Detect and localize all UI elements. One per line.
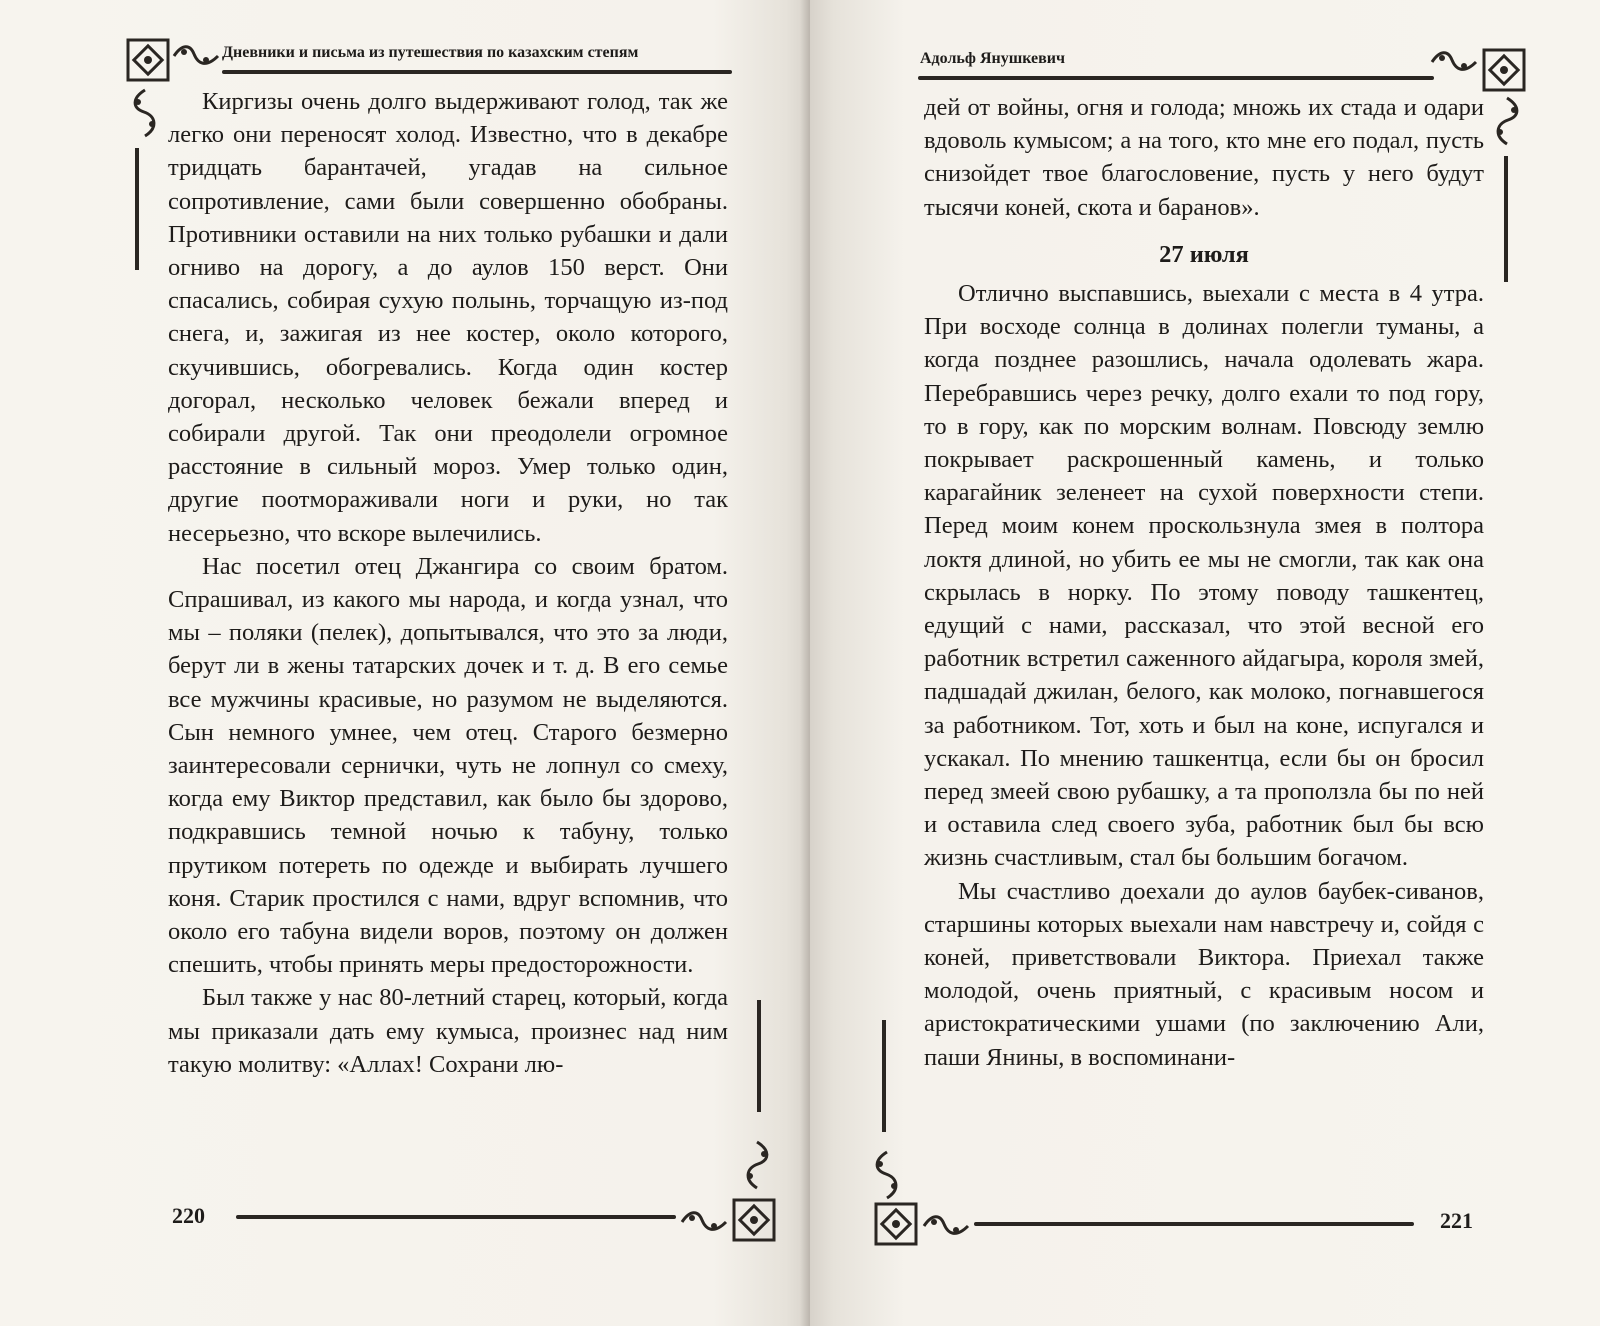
header-rule-left bbox=[222, 70, 732, 74]
scroll-ornament-folio-right bbox=[922, 1212, 970, 1240]
paragraph: Был также у нас 80-летний старец, который, когда мы приказали дать ему кумыса, произнес над ним такую молитву: «Аллах! Сохрани лю- bbox=[168, 984, 728, 1078]
side-bar-right-top bbox=[1504, 156, 1508, 282]
right-page-body bbox=[924, 91, 1484, 1074]
header-rule-right bbox=[918, 76, 1434, 80]
scroll-ornament-right-side bbox=[1492, 96, 1522, 146]
side-bar-left-top bbox=[135, 148, 139, 270]
paragraph: Мы счастливо доехали до аулов баубек-сиванов, старшины которых выехали нам навстречу и, сойдя с коней, приветствовали Виктора. Приехал также молодой, очень приятный, с красивым носом и аристократическими ушами (по заключению Али, паши Янины, в воспоминани- bbox=[924, 877, 1484, 1071]
scroll-ornament-bottom-right-page bbox=[872, 1150, 902, 1200]
section-heading: 27 июля bbox=[1159, 240, 1249, 268]
continuation-paragraph: дей от войны, огня и голода; множь их стада и одари вдоволь кумысом; а на того, кто мне его подал, пусть снизойдет твое благословение, пусть у него будут тысячи коней, скота и баранов». bbox=[924, 94, 1484, 221]
running-head-left: Дневники и письма из путешествия по казахским степям bbox=[222, 44, 639, 61]
scroll-ornament-folio-left bbox=[680, 1208, 728, 1236]
side-bar-right-bottom bbox=[882, 1020, 886, 1132]
paragraph: Отлично выспавшись, выехали с места в 4 утра. При восходе солнца в долинах полегли туманы, а когда позднее разошлись, начала одолевать жара. Перебравшись через речку, долго ехали то под гору, то в гору, как по морским волнам. Повсюду землю покрывает раскрошенный камень, и только карагайник зеленеет на сухой поверхности степи. Перед моим конем проскользнула змея в полтора локтя длиной, но убить ее мы не смогли, так как она скрылась в норку. По этому поводу ташкентец, едущий с нами, рассказал, что этой весной его работник встретил саженного айдагыра, короля змей, падшадай джилан, белого, как молоко, погнавшегося за работником. Тот, хоть и был на коне, испугался и ускакал. По мнению ташкентца, если бы он бросил перед змеей свою рубашку, а та проползла бы по ней и оставила след своего зуба, работник был бы всю жизнь счастливым, стал бы большим богачом. bbox=[924, 280, 1484, 872]
right-page bbox=[810, 0, 1600, 1326]
paragraph: Нас посетил отец Джангира со своим братом. Спрашивал, из какого мы народа, и когда узнал, что мы – поляки (пелек), допытывался, что это за люди, берут ли в жены татарских дочек и т. д. В его семье все мужчины красивые, но разумом не выделяются. Сын немного умнее, чем отец. Старого безмерно заинтересовали сернички, чуть не лопнул со смеху, когда ему Виктор представил, как было бы здорово, подкравшись темной ночью к табуну, только прутиком потереть по одежде и выбирать лучшего коня. Старик простился с нами, вдруг вспомнив, что около его табуна видели воров, поэтому он должен спешить, чтобы принять меры предосторожности. bbox=[168, 552, 728, 979]
page-number-right: 221 bbox=[1440, 1208, 1473, 1233]
corner-ornament-top-left bbox=[124, 36, 172, 84]
footer-rule-left bbox=[236, 1215, 676, 1219]
scroll-ornament-top-left bbox=[172, 42, 220, 70]
side-bar-left-bottom bbox=[757, 1000, 761, 1112]
scroll-ornament-left-side bbox=[130, 88, 160, 138]
scroll-ornament-top-right bbox=[1430, 48, 1478, 76]
running-head-right: Адольф Янушкевич bbox=[920, 50, 1066, 67]
footer-rule-right bbox=[974, 1222, 1414, 1226]
corner-ornament-top-right bbox=[1480, 46, 1528, 94]
scroll-ornament-bottom-left-page bbox=[742, 1140, 772, 1190]
corner-ornament-bottom-right bbox=[730, 1196, 778, 1244]
corner-ornament-bottom-left bbox=[872, 1200, 920, 1248]
page-number-left: 220 bbox=[172, 1203, 205, 1228]
paragraph: Киргизы очень долго выдерживают голод, так же легко они переносят холод. Известно, что в декабре тридцать барантачей, угадав на сильное сопротивление, сами были совершенно обобраны. Противники оставили на них только рубашки и дали огниво на дорогу, а до аулов 150 верст. Они спасались, собирая сухую полынь, торчащую из-под снега, и, зажигая из нее костер, около которого, скучившись, обогревались. Когда один костер догорал, несколько человек бежали вперед и собирали другой. Так они преодолели огромное расстояние в сильный мороз. Умер только один, другие поотморaживали ноги и руки, но так несерьезно, что вскоре вылечились. bbox=[168, 88, 728, 547]
left-page-body bbox=[168, 85, 728, 1081]
